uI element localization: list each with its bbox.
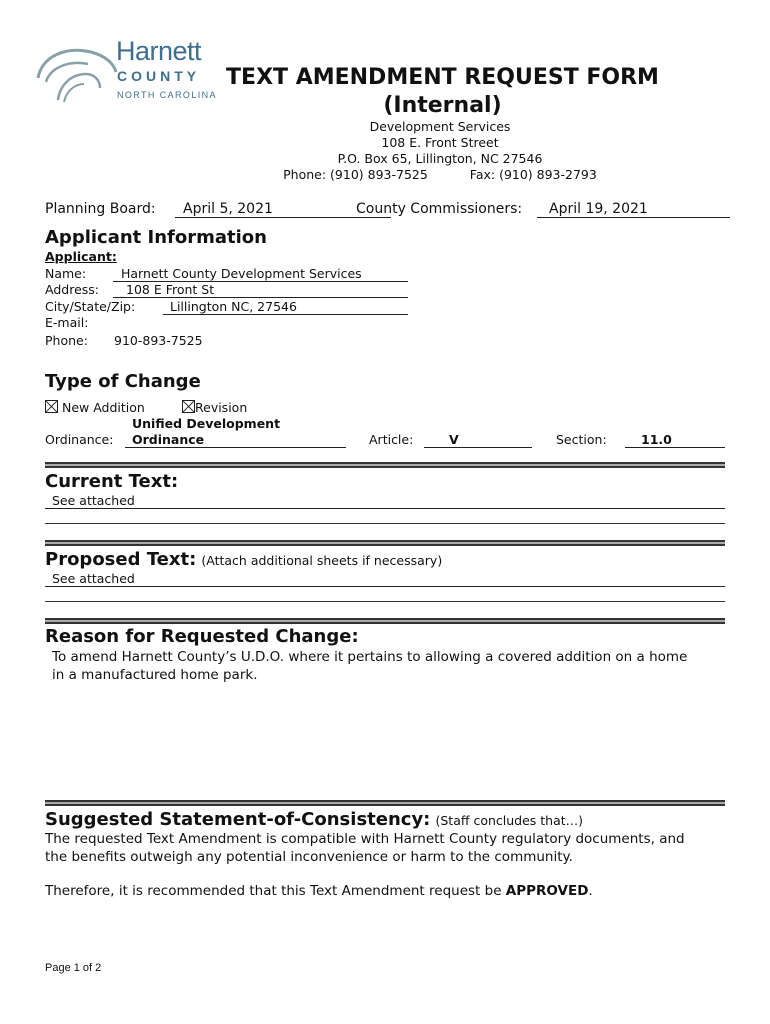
office-fax: Fax: (910) 893-2793 [469,167,597,182]
form-title [200,64,685,120]
consistency-header [45,809,583,830]
form-title-line2: (Internal) [383,93,502,118]
article-field[interactable]: V [424,432,532,448]
section-field[interactable]: 11.0 [625,432,725,448]
recommendation-text: Therefore, it is recommended that this Text Amendment request be [45,883,502,899]
office-address [240,119,640,183]
current-text-field[interactable]: See attached [45,493,725,509]
name-field[interactable]: Harnett County Development Services [113,266,408,282]
address-field[interactable]: 108 E Front St [113,282,408,298]
article-label: Article: [369,432,414,447]
reason-text-line2: in a manufactured home park. [52,667,258,683]
consistency-heading: Suggested Statement-of-Consistency: [45,809,431,830]
planning-board-label: Planning Board: [45,201,156,217]
proposed-text-blank-line[interactable] [45,601,725,602]
reason-text-line1: To amend Harnett County’s U.D.O. where it pertains to allowing a covered addition on a home [52,649,688,665]
divider [45,540,725,546]
revision-checkbox[interactable] [182,400,195,413]
office-contact [240,167,640,183]
applicant-heading: Applicant Information [45,227,267,248]
divider [45,462,725,468]
email-label: E-mail: [45,315,89,330]
proposed-text-heading: Proposed Text: [45,549,197,570]
new-addition-checkbox[interactable] [45,400,58,413]
applicant-subheading: Applicant: [45,249,117,264]
consistency-line2: the benefits outweigh any potential inconvenience or harm to the community. [45,849,573,865]
name-label: Name: [45,266,87,281]
divider [45,618,725,624]
ordinance-value-line1: Unified Development [132,416,281,431]
office-phone: Phone: (910) 893-7525 [283,167,428,182]
ordinance-field[interactable]: Ordinance [125,432,346,448]
office-street: 108 E. Front Street [381,135,499,150]
proposed-text-note: (Attach additional sheets if necessary) [201,553,443,568]
logo-wordmark: Harnett [116,36,202,66]
revision-label: Revision [195,400,248,415]
address-label: Address: [45,282,99,297]
city-state-zip-label: City/State/Zip: [45,299,136,314]
current-text-heading: Current Text: [45,471,179,492]
phone-label: Phone: [45,333,88,348]
commissioners-date[interactable]: April 19, 2021 [537,201,730,218]
city-state-zip-field[interactable]: Lillington NC, 27546 [163,299,408,315]
planning-board-date[interactable]: April 5, 2021 [175,201,391,218]
current-text-blank-line[interactable] [45,523,725,524]
commissioners-label: County Commissioners: [356,201,523,217]
section-label: Section: [556,432,607,447]
meeting-dates-row [45,201,730,220]
reason-text[interactable] [52,648,732,684]
office-dept: Development Services [369,119,511,134]
reason-heading: Reason for Requested Change: [45,626,359,647]
ordinance-label: Ordinance: [45,432,114,447]
new-addition-option[interactable] [45,400,145,415]
type-of-change-heading: Type of Change [45,371,201,392]
recommendation-value: APPROVED [505,883,589,899]
page-number: Page 1 of 2 [45,962,102,974]
recommendation-period: . [588,883,593,899]
proposed-text-field[interactable]: See attached [45,571,725,587]
logo-county: COUNTY [117,68,201,84]
recommendation [45,882,593,900]
new-addition-label: New Addition [61,400,145,415]
form-title-line1: TEXT AMENDMENT REQUEST FORM [226,65,659,90]
divider [45,800,725,806]
office-po: P.O. Box 65, Lillington, NC 27546 [337,151,543,166]
logo-state: NORTH CAROLINA [117,90,217,100]
proposed-text-header [45,549,442,570]
consistency-note: (Staff concludes that…) [435,813,584,828]
phone-field[interactable]: 910-893-7525 [114,333,203,348]
consistency-line1: The requested Text Amendment is compatible with Harnett County regulatory documents, and [45,831,685,847]
revision-option[interactable] [182,400,247,415]
consistency-statement [45,830,730,866]
